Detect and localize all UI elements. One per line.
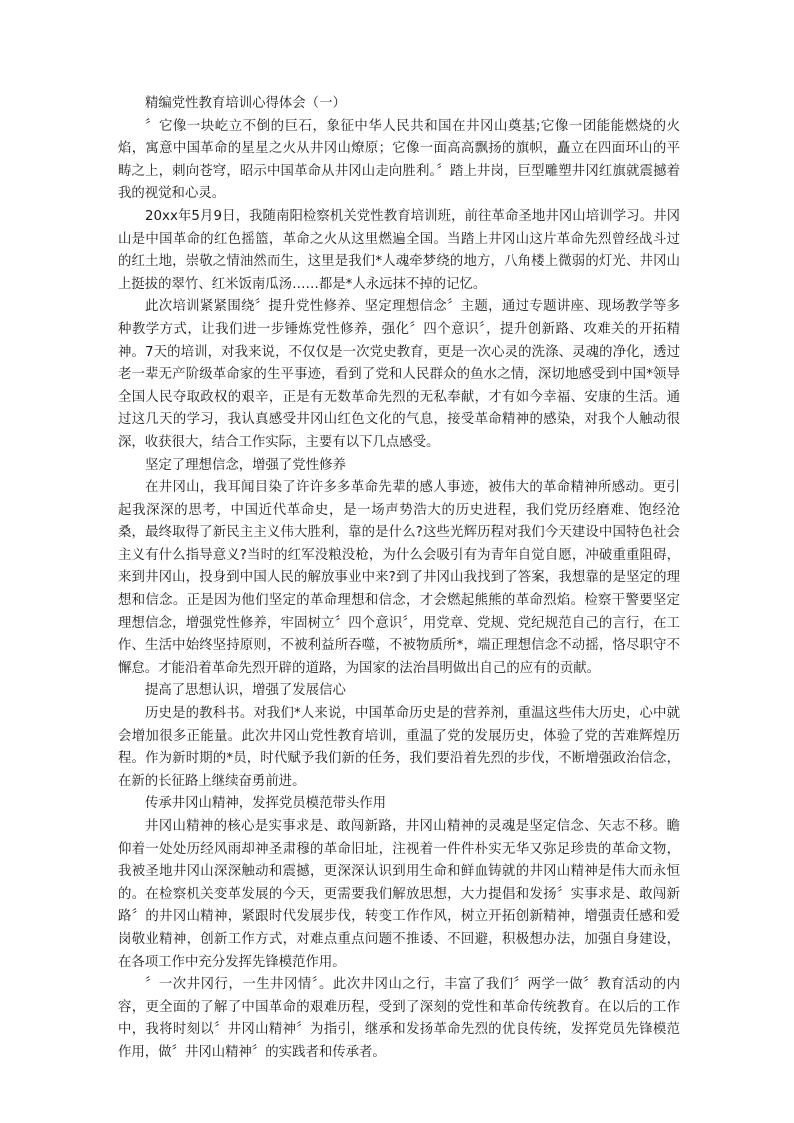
- paragraph: 井冈山精神的核心是实事求是、敢闯新路，井冈山精神的灵魂是坚定信念、矢志不移。瞻仰着一处处历经风雨却神圣肃穆的革命旧址，注视着一件件朴实无华又弥足珍贵的革命文物，我被圣地井冈山深深触动和震撼，更深深认识到用生命和鲜血铸就的井冈山精神是伟大而永恒的。在检察机关变革发展的今天，更需要我们解放思想，大力提倡和发扬〞实事求是、敢闯新路〞的井冈山精神，紧跟时代发展步伐，转变工作作风，树立开拓创新精神，增强责任感和爱岗敬业精神，创新工作方式，对难点重点问题不推诿、不回避，积极想办法，加强自身建设，在各项工作中充分发挥先锋模范作用。: [118, 819, 680, 970]
- paragraph: 〞它像一块屹立不倒的巨石，象征中华人民共和国在井冈山奠基;它像一团能能燃烧的火焰，寓意中国革命的星星之火从井冈山燎原；它像一面高高飘扬的旗帜，矗立在四面环山的平畴之上，刺向苍穹，昭示中国革命从井冈山走向胜利。〞踏上井岗，巨型雕塑井冈红旗就震撼着我的视觉和心灵。: [118, 118, 680, 202]
- paragraph: 此次培训紧紧围绕〞提升党性修养、坚定理想信念〞主题，通过专题讲座、现场教学等多种教学方式，让我们进一步锤炼党性修养，强化〞四个意识〞，提升创新路、攻难关的开拓精神。7天的培训，对我来说，不仅仅是一次党史教育，更是一次心灵的洗涤、灵魂的净化，透过老一辈无产阶级革命家的生平事迹，看到了党和人民群众的鱼水之情，深切地感受到中国*领导全国人民夺取政权的艰辛，正是有无数革命先烈的无私奉献，才有如今幸福、安康的生活。通过这几天的学习，我认真感受井冈山红色文化的气息，接受革命精神的感染，对我个人触动很深，收获很大，结合工作实际，主要有以下几点感受。: [118, 299, 680, 450]
- paragraph: 〞一次井冈行，一生井冈情〞。此次井冈山之行，丰富了我们〞两学一做〞教育活动的内容，更全面的了解了中国革命的艰难历程，受到了深刻的党性和革命传统教育。在以后的工作中，我将时刻以〞井冈山精神〞为指引，继承和发扬革命先烈的优良传统，发挥党员先锋模范作用，做〞井冈山精神〞的实践者和传承者。: [118, 977, 680, 1060]
- section-heading: 传承井冈山精神，发挥党员模范带头作用: [145, 796, 387, 812]
- document-title: 精编党性教育培训心得体会（一）: [145, 96, 346, 111]
- paragraph: 20xx年5月9日，我随南阳检察机关党性教育培训班，前往革命圣地井冈山培训学习。井冈山是中国革命的红色摇篮，革命之火从这里燃遍全国。当踏上井冈山这片革命先烈曾经战斗过的红土地，崇敬之情油然而生，这里是我们*人魂牵梦绕的地方，八角楼上微弱的灯光、井冈山上挺拔的翠竹、红米饭南瓜汤……都是*人永远抹不掉的记忆。: [118, 208, 680, 292]
- document-page: [118, 93, 680, 1065]
- section-heading: 提高了思想认识，增强了发展信心: [145, 683, 346, 699]
- paragraph: 历史是的教科书。对我们*人来说，中国革命历史是的营养剂，重温这些伟大历史，心中就会增加很多正能量。此次井冈山党性教育培训，重温了党的发展历史，体验了党的苦难辉煌历程。作为新时期的*员，时代赋予我们新的任务，我们要沿着先烈的步伐，不断增强政治信念，在新的长征路上继续奋勇前进。: [118, 706, 680, 789]
- paragraph: 在井冈山，我耳闻目染了许许多多革命先辈的感人事迹，被伟大的革命精神所感动。更引起我深深的思考，中国近代革命史，是一场声势浩大的历史进程，我们党历经磨难、饱经沧桑，最终取得了新民主主义伟大胜利，靠的是什么?这些光辉历程对我们今天建设中国特色社会主义有什么指导意义?当时的红军没粮没枪，为什么会吸引有为青年自觉自愿，冲破重重阻碍，来到井冈山，投身到中国人民的解放事业中来?到了井冈山我找到了答案，我想靠的是坚定的理想和信念。正是因为他们坚定的革命理想和信念，才会燃起熊熊的革命烈焰。检察干警要坚定理想信念，增强党性修养，牢固树立〞四个意识〞，用党章、党规、党纪规范自己的言行，在工作、生活中始终坚持原则，不被利益所吞噬，不被物质所*，端正理想信念不动摇，恪尽职守不懈怠。才能沿着革命先烈开辟的道路，为国家的法治昌明做出自己的应有的贡献。: [118, 480, 680, 676]
- section-heading: 坚定了理想信念，增强了党性修养: [145, 457, 346, 473]
- document-body: [118, 116, 680, 1065]
